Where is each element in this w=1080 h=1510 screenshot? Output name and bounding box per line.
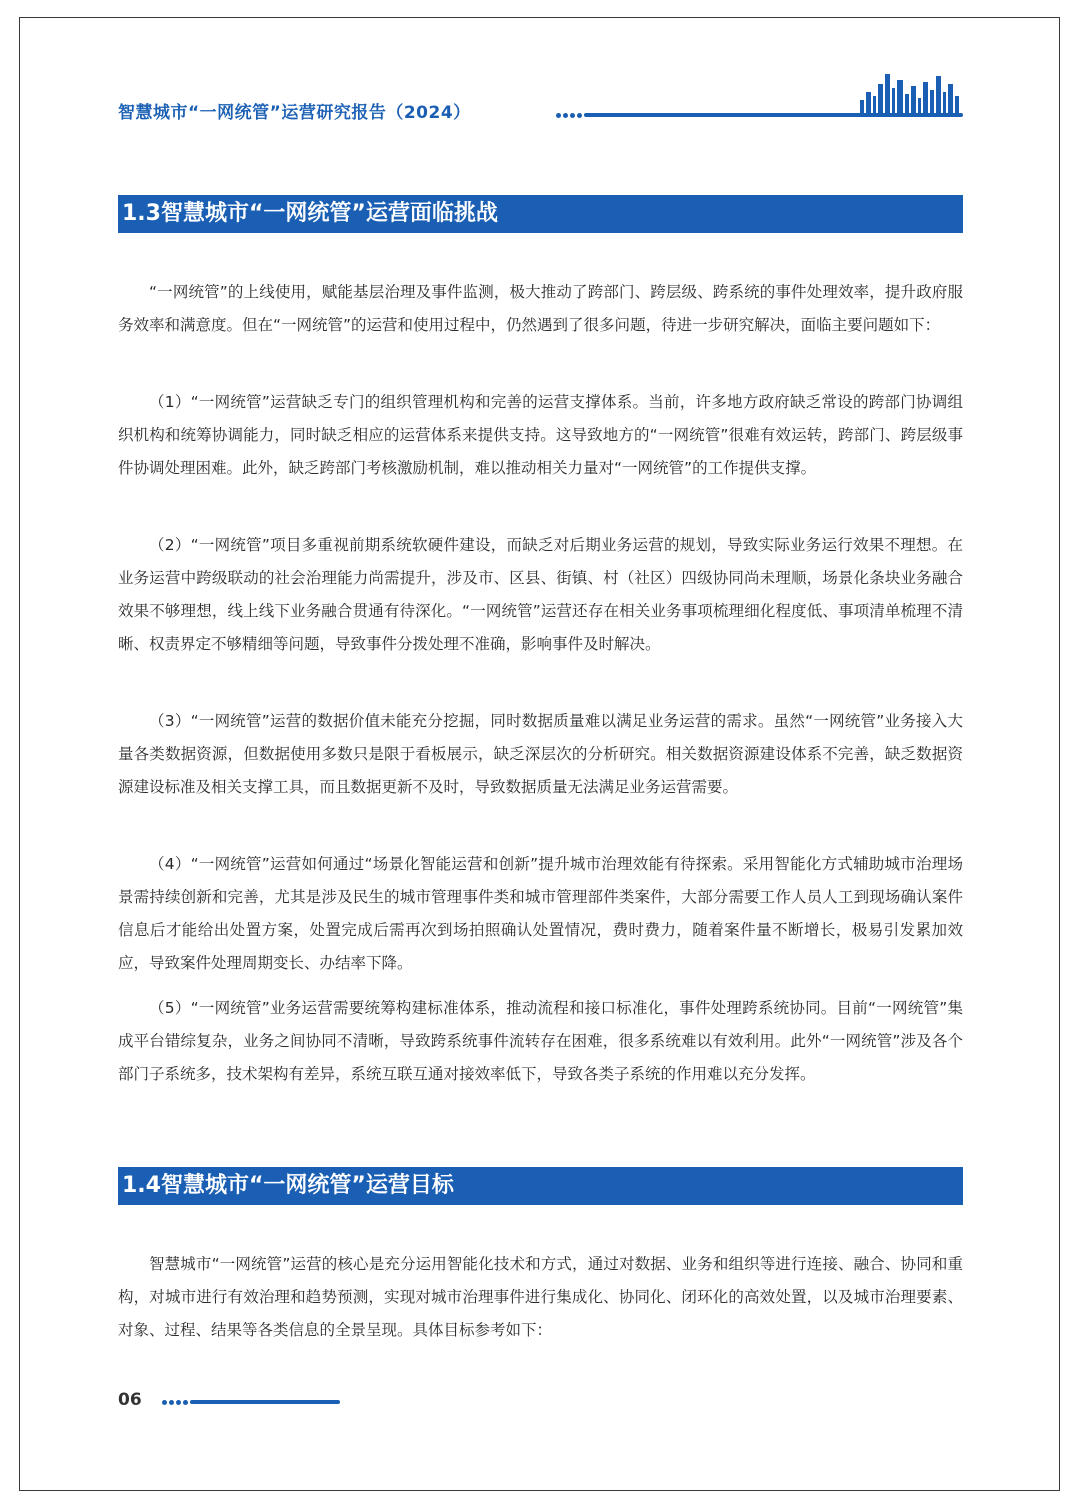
section-heading-1-4: 1.4智慧城市“一网统管”运营目标 bbox=[118, 1167, 963, 1205]
page-header bbox=[118, 70, 963, 122]
section-heading-1-3: 1.3智慧城市“一网统管”运营面临挑战 bbox=[118, 195, 963, 233]
city-skyline-icon bbox=[858, 70, 963, 116]
paragraph: （5）“一网统管”业务运营需要统筹构建标准体系，推动流程和接口标准化，事件处理跨系统协同。目前“一网统管”集成平台错综复杂，业务之间协同不清晰，导致跨系统事件流转存在困难，很多系统难以有效利用。此外“一网统管”涉及各个部门子系统多，技术架构有差异，系统互联互通对接效率低下，导致各类子系统的作用难以充分发挥。 bbox=[118, 999, 963, 1083]
paragraph: （1）“一网统管”运营缺乏专门的组织管理机构和完善的运营支撑体系。当前，许多地方政府缺乏常设的跨部门协调组织机构和统筹协调能力，同时缺乏相应的运营体系来提供支持。这导致地方的“一网统管”很难有效运转，跨部门、跨层级事件协调处理困难。此外，缺乏跨部门考核激励机制，难以推动相关力量对“一网统管”的工作提供支撑。 bbox=[118, 393, 963, 477]
paragraph: （3）“一网统管”运营的数据价值未能充分挖掘，同时数据质量难以满足业务运营的需求。虽然“一网统管”业务接入大量各类数据资源，但数据使用多数只是限于看板展示，缺乏深层次的分析研究。相关数据资源建设体系不完善，缺乏数据资源建设标准及相关支撑工具，而且数据更新不及时，导致数据质量无法满足业务运营需要。 bbox=[118, 712, 963, 796]
page-number: 06 bbox=[118, 1390, 142, 1410]
paragraph: “一网统管”的上线使用，赋能基层治理及事件监测，极大推动了跨部门、跨层级、跨系统的事件处理效率，提升政府服务效率和满意度。但在“一网统管”的运营和使用过程中，仍然遇到了很多问题，待进一步研究解决，面临主要问题如下： bbox=[118, 283, 963, 334]
paragraph: （4）“一网统管”运营如何通过“场景化智能运营和创新”提升城市治理效能有待探索。采用智能化方式辅助城市治理场景需持续创新和完善，尤其是涉及民生的城市管理事件类和城市管理部件类案件，大部分需要工作人员人工到现场确认案件信息后才能给出处置方案，处置完成后需再次到场拍照确认处置情况，费时费力，随着案件量不断增长，极易引发累加效应，导致案件处理周期变长、办结率下降。 bbox=[118, 855, 963, 972]
footer-rule bbox=[190, 1400, 340, 1404]
header-title: 智慧城市“一网统管”运营研究报告（2024） bbox=[118, 103, 471, 123]
paragraph: （2）“一网统管”项目多重视前期系统软硬件建设，而缺乏对后期业务运营的规划，导致实际业务运行效果不理想。在业务运营中跨级联动的社会治理能力尚需提升，涉及市、区县、街镇、村（社区）四级协同尚未理顺，场景化条块业务融合效果不够理想，线上线下业务融合贯通有待深化。“一网统管”运营还存在相关业务事项梳理细化程度低、事项清单梳理不清晰、权责界定不够精细等问题，导致事件分拨处理不准确，影响事件及时解决。 bbox=[118, 536, 963, 653]
page-footer bbox=[118, 1390, 348, 1414]
paragraph: 智慧城市“一网统管”运营的核心是充分运用智能化技术和方式，通过对数据、业务和组织等进行连接、融合、协同和重构，对城市进行有效治理和趋势预测，实现对城市治理事件进行集成化、协同化、闭环化的高效处置，以及城市治理要素、对象、过程、结果等各类信息的全景呈现。具体目标参考如下： bbox=[118, 1255, 963, 1339]
